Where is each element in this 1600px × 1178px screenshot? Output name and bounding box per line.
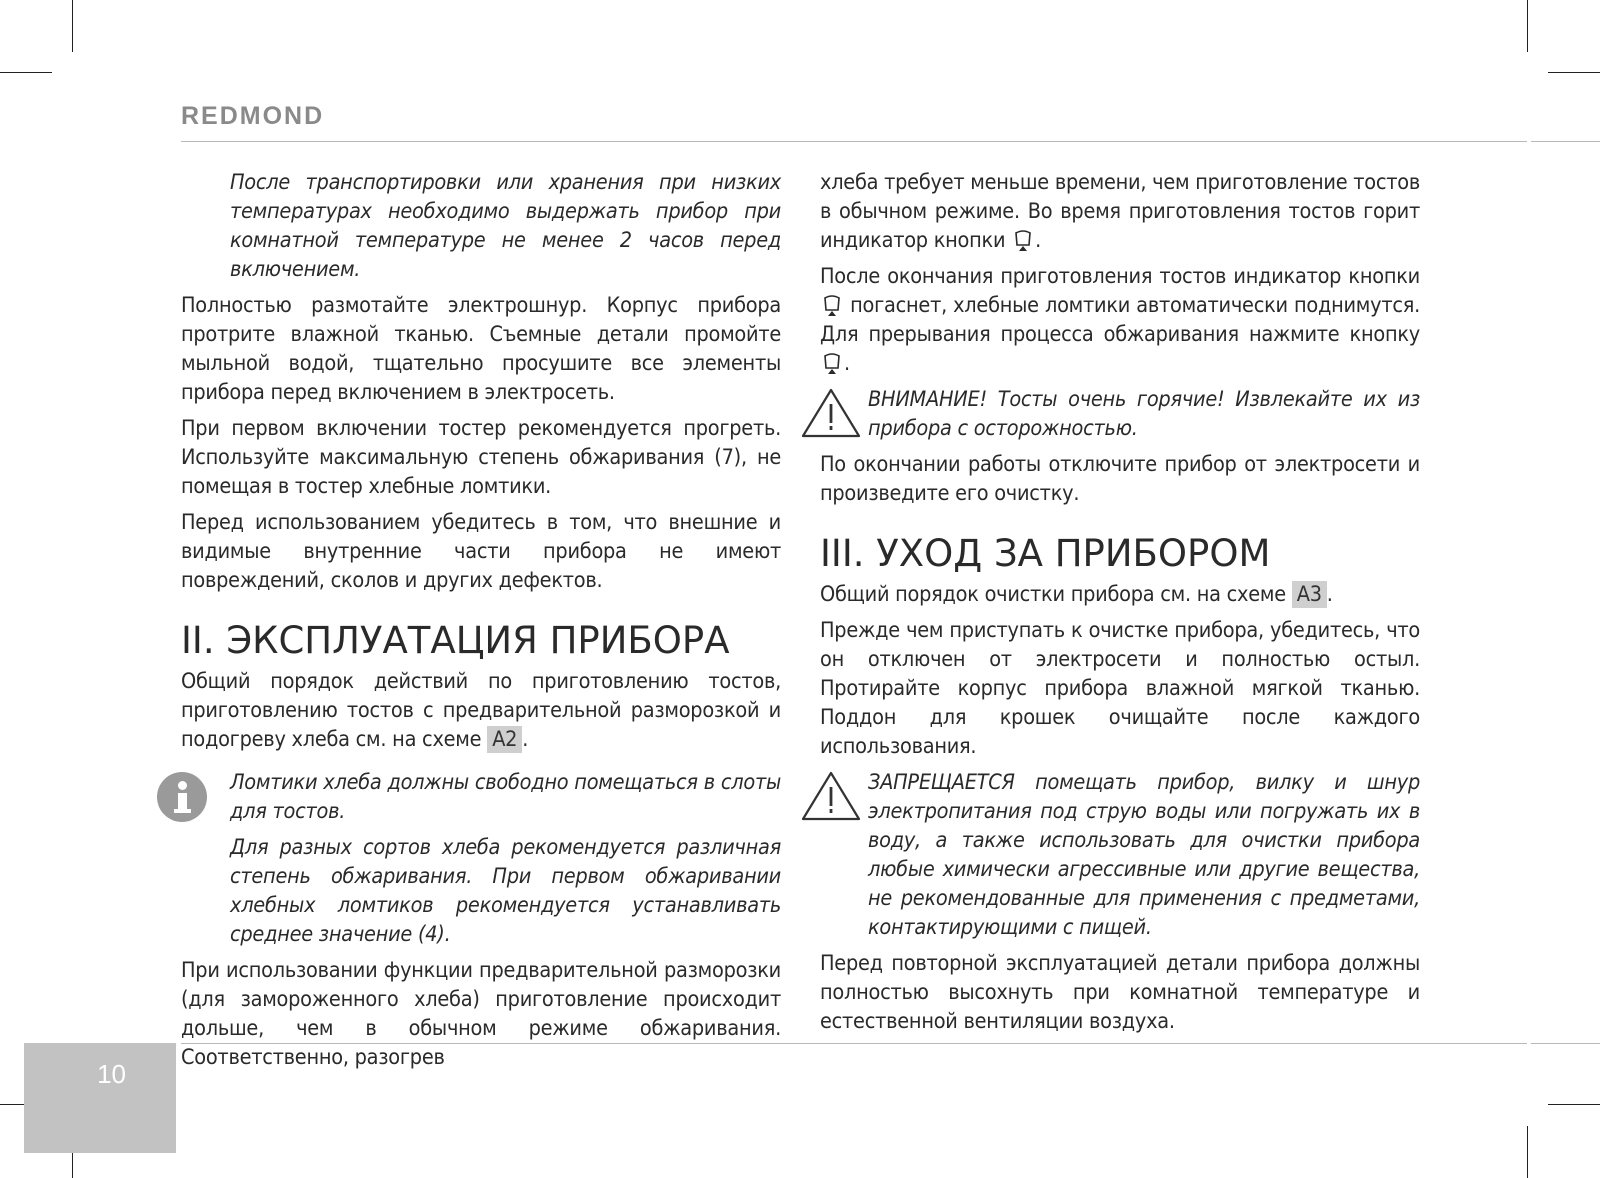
info-note: Для разных сортов хлеба рекомендуется различная степень обжаривания. При первом обжаривании хлебных ломтиков рекомендуется устанавливать среднее значение (4). (230, 835, 781, 947)
crop-mark (72, 0, 73, 52)
crop-mark (0, 72, 52, 73)
page-number: 10 (97, 1059, 126, 1089)
section-heading: II. ЭКСПЛУАТАЦИЯ ПРИБОРА (181, 619, 730, 662)
right-column (820, 168, 1420, 1043)
section-heading: III. УХОД ЗА ПРИБОРОМ (820, 532, 1271, 575)
info-block (181, 768, 781, 949)
toast-button-icon (1012, 229, 1034, 253)
paragraph (820, 168, 1420, 255)
warning-text: ЗАПРЕЩАЕТСЯ помещать прибор, вилку и шнур электропитания под струю воды или погружать их в воду, а также использовать для очистки прибора любые химически агрессивные или другие вещества, не рекомендованные для применения с предметами, контактирующими с пищей. (868, 770, 1420, 940)
footer-rule (181, 1043, 1527, 1044)
warning-block (820, 768, 1420, 942)
paragraph-text: Общий порядок очистки прибора см. на схеме (820, 582, 1292, 607)
toast-button-icon (821, 352, 843, 376)
left-column (181, 168, 781, 1079)
warning-triangle-icon (800, 387, 862, 439)
brand-logo: REDMOND (181, 102, 325, 130)
paragraph: Прежде чем приступать к очистке прибора, убедитесь, что он отключен от электросети и полностью остыл. Протирайте корпус прибора влажной мягкой тканью. Поддон для крошек очищайте после каждого использования. (820, 618, 1420, 759)
scheme-reference: A2 (487, 726, 522, 753)
paragraph: Перед повторной эксплуатацией детали прибора должны полностью высохнуть при комнатной температуре и естественной вентиляции воздуха. (820, 951, 1420, 1034)
toast-button-icon (821, 294, 843, 318)
warning-block (820, 385, 1420, 443)
crop-mark (1548, 72, 1600, 73)
warning-triangle-icon (800, 770, 862, 822)
paragraph-text: . (522, 727, 529, 752)
paragraph-text: . (1035, 228, 1042, 253)
page-number-box (24, 1043, 176, 1153)
paragraph (181, 667, 781, 754)
header-rule-extension (1531, 141, 1600, 142)
paragraph: Полностью размотайте электрошнур. Корпус прибора протрите влажной тканью. Съемные детали промойте мыльной водой, тщательно просушите все элементы прибора перед включением в электросеть. (181, 293, 781, 405)
crop-mark (1527, 1126, 1528, 1178)
paragraph-text: . (844, 351, 850, 376)
paragraph-text: После окончания приготовления тостов индикатор кнопки (820, 264, 1420, 289)
transport-note: После транспортировки или хранения при низких температурах необходимо выдержать прибор при комнатной температуре не менее 2 часов перед включением. (230, 170, 781, 282)
paragraph: При первом включении тостер рекомендуется прогреть. Используйте максимальную степень обжаривания (7), не помещая в тостер хлебные ломтики. (181, 416, 781, 499)
paragraph-text: хлеба требует меньше времени, чем приготовление тостов в обычном режиме. Во время приготовления тостов горит индикатор кнопки (820, 170, 1420, 253)
header-rule (181, 141, 1527, 142)
warning-text: ВНИМАНИЕ! Тосты очень горячие! Извлекайте их из прибора с осторожностью. (868, 387, 1420, 441)
paragraph: При использовании функции предварительной разморозки (для замороженного хлеба) приготовление происходит дольше, чем в обычном режиме обжаривания. Соответственно, разогрев (181, 958, 781, 1070)
crop-mark (1527, 0, 1528, 52)
footer-rule-extension (1531, 1043, 1600, 1044)
paragraph-text: погаснет, хлебные ломтики автоматически поднимутся. Для прерывания процесса обжаривания нажмите кнопку (820, 293, 1420, 347)
info-note: Ломтики хлеба должны свободно помещаться в слоты для тостов. (230, 770, 781, 824)
crop-mark (1548, 1104, 1600, 1105)
paragraph: Перед использованием убедитесь в том, что внешние и видимые внутренние части прибора не имеют повреждений, сколов и других дефектов. (181, 510, 781, 593)
paragraph (820, 262, 1420, 378)
scheme-reference: A3 (1292, 581, 1327, 608)
paragraph: По окончании работы отключите прибор от электросети и произведите его очистку. (820, 452, 1420, 506)
paragraph (820, 580, 1420, 609)
paragraph-text: Общий порядок действий по приготовлению тостов, приготовлению тостов с предварительной разморозкой и подогреву хлеба см. на схеме (181, 669, 781, 752)
info-circle-icon (157, 772, 207, 822)
paragraph-text: . (1326, 582, 1333, 607)
